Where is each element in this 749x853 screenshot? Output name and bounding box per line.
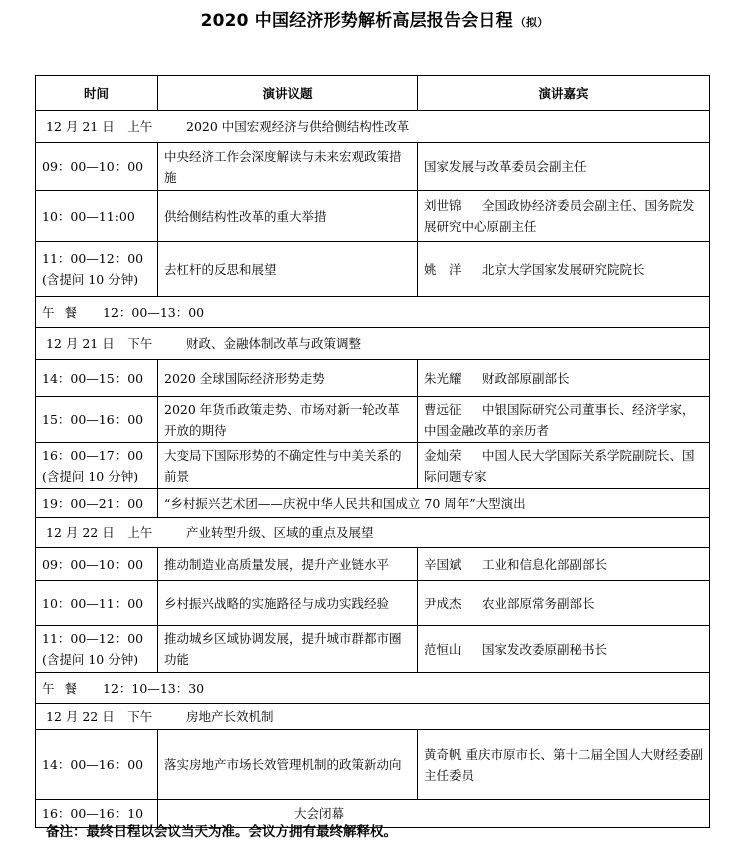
evening-row (36, 489, 710, 518)
speaker-role: 中银国际研究公司董事长、经济学家，中国金融改革的亲历者 (424, 401, 695, 438)
section-row (36, 328, 710, 360)
schedule-row (36, 242, 710, 297)
speaker-role: 北京大学国家发展研究院院长 (482, 261, 645, 277)
time-cell: 10：00—11：00 (36, 581, 158, 626)
time-range: 11：00—12：00 (42, 251, 144, 266)
schedule-row (36, 626, 710, 673)
time-note: (含提问 10 分钟) (42, 272, 139, 287)
header-row (36, 76, 710, 111)
footnote: 备注：最终日程以会议当天为准。会议方拥有最终解释权。 (46, 824, 397, 840)
topic-cell: 落实房地产市场长效管理机制的政策新动向 (158, 730, 418, 800)
speaker-role: 全国政协经济委员会副主任、国务院发展研究中心原副主任 (424, 198, 695, 234)
speaker-name: 姚 洋 (424, 261, 462, 277)
topic-cell: 乡村振兴战略的实施路径与成功实践经验 (158, 581, 418, 626)
speaker-name: 金灿荣 (424, 447, 462, 463)
time-range: 11：00—12：00 (42, 631, 144, 646)
time-cell: 14：00—16：00 (36, 730, 158, 800)
lunch-cell (36, 297, 710, 328)
schedule-row (36, 548, 710, 581)
speaker-name: 辛国斌 (424, 556, 462, 572)
speaker-role: 农业部原常务副部长 (482, 595, 595, 611)
time-cell: 19：00—21：00 (36, 489, 158, 518)
section-day: 12 月 22 日 下午 (46, 709, 153, 724)
topic-cell: 推动城乡区域协调发展，提升城市群都市圈功能 (158, 626, 418, 673)
speaker-cell (418, 191, 710, 242)
topic-cell: 大变局下国际形势的不确定性与中美关系的前景 (158, 443, 418, 489)
section-cell (36, 518, 710, 548)
lunch-row (36, 297, 710, 328)
section-cell (36, 704, 710, 730)
lunch-cell (36, 673, 710, 704)
section-day: 12 月 22 日 上午 (46, 525, 153, 540)
speaker-name: 黄奇帆 (424, 746, 462, 762)
speaker-role: 国家发展与改革委员会副主任 (424, 159, 587, 174)
schedule-row (36, 360, 710, 397)
time-cell (36, 242, 158, 297)
schedule-row (36, 143, 710, 191)
time-cell: 15：00—16：00 (36, 397, 158, 443)
schedule-table (35, 75, 710, 828)
topic-cell: 2020 全球国际经济形势走势 (158, 360, 418, 397)
lunch-row (36, 673, 710, 704)
schedule-row (36, 730, 710, 800)
time-cell (36, 626, 158, 673)
speaker-name: 朱光耀 (424, 370, 462, 386)
section-row (36, 704, 710, 730)
section-day: 12 月 21 日 上午 (46, 119, 153, 134)
time-cell (36, 443, 158, 489)
speaker-name: 曹远征 (424, 401, 462, 417)
page-title (0, 6, 749, 31)
speaker-cell (418, 397, 710, 443)
header-topic: 演讲议题 (158, 76, 418, 111)
time-cell: 09：00—10：00 (36, 143, 158, 191)
time-cell: 09：00—10：00 (36, 548, 158, 581)
section-row (36, 518, 710, 548)
speaker-role: 国家发改委原副秘书长 (482, 641, 608, 657)
section-cell (36, 111, 710, 143)
section-row (36, 111, 710, 143)
lunch-time: 12：10—13：30 (103, 680, 205, 696)
title-text: 2020 中国经济形势解析高层报告会日程 (200, 11, 513, 31)
section-theme: 财政、金融体制改革与政策调整 (186, 336, 362, 351)
time-cell: 16：00—16：10 (36, 800, 158, 828)
speaker-cell (418, 548, 710, 581)
schedule-row (36, 443, 710, 489)
speaker-role: 工业和信息化部副部长 (482, 556, 608, 572)
schedule-row (36, 581, 710, 626)
lunch-time: 12：00—13：00 (103, 304, 205, 320)
speaker-cell (418, 143, 710, 191)
header-time: 时间 (36, 76, 158, 111)
speaker-cell (418, 443, 710, 489)
topic-cell: 供给侧结构性改革的重大举措 (158, 191, 418, 242)
section-theme: 产业转型升级、区域的重点及展望 (186, 525, 374, 540)
speaker-cell (418, 360, 710, 397)
speaker-name: 尹成杰 (424, 595, 462, 611)
speaker-cell (418, 581, 710, 626)
topic-cell: 中央经济工作会深度解读与未来宏观政策措施 (158, 143, 418, 191)
topic-cell: 去杠杆的反思和展望 (158, 242, 418, 297)
section-theme: 房地产长效机制 (186, 709, 274, 724)
topic-cell: 2020 年货币政策走势、市场对新一轮改革开放的期待 (158, 397, 418, 443)
speaker-name: 范恒山 (424, 641, 462, 657)
topic-cell: 推动制造业高质量发展，提升产业链水平 (158, 548, 418, 581)
schedule-row (36, 191, 710, 242)
speaker-cell (418, 626, 710, 673)
header-speaker: 演讲嘉宾 (418, 76, 710, 111)
time-cell: 10：00—11:00 (36, 191, 158, 242)
speaker-cell (418, 242, 710, 297)
speaker-role: 中国人民大学国际关系学院副院长、国际问题专家 (424, 447, 695, 484)
lunch-label: 午餐 (42, 680, 88, 696)
lunch-label: 午餐 (42, 304, 88, 320)
section-cell (36, 328, 710, 360)
title-suffix: （拟） (514, 16, 549, 29)
speaker-role: 重庆市原市长、第十二届全国人大财经委副主任委员 (424, 746, 704, 783)
speaker-cell (418, 730, 710, 800)
time-range: 16：00—17：00 (42, 447, 144, 463)
section-theme: 2020 中国宏观经济与供给侧结构性改革 (186, 119, 410, 134)
evening-event: “乡村振兴艺术团——庆祝中华人民共和国成立 70 周年”大型演出 (158, 489, 710, 518)
time-note: (含提问 10 分钟) (42, 652, 139, 667)
speaker-name: 刘世锦 (424, 198, 462, 213)
time-note: (含提问 10 分钟) (42, 468, 139, 484)
section-day: 12 月 21 日 下午 (46, 336, 153, 351)
time-cell: 14：00—15：00 (36, 360, 158, 397)
speaker-role: 财政部原副部长 (482, 370, 570, 386)
schedule-row (36, 397, 710, 443)
closing-event: 大会闭幕 (158, 800, 710, 828)
